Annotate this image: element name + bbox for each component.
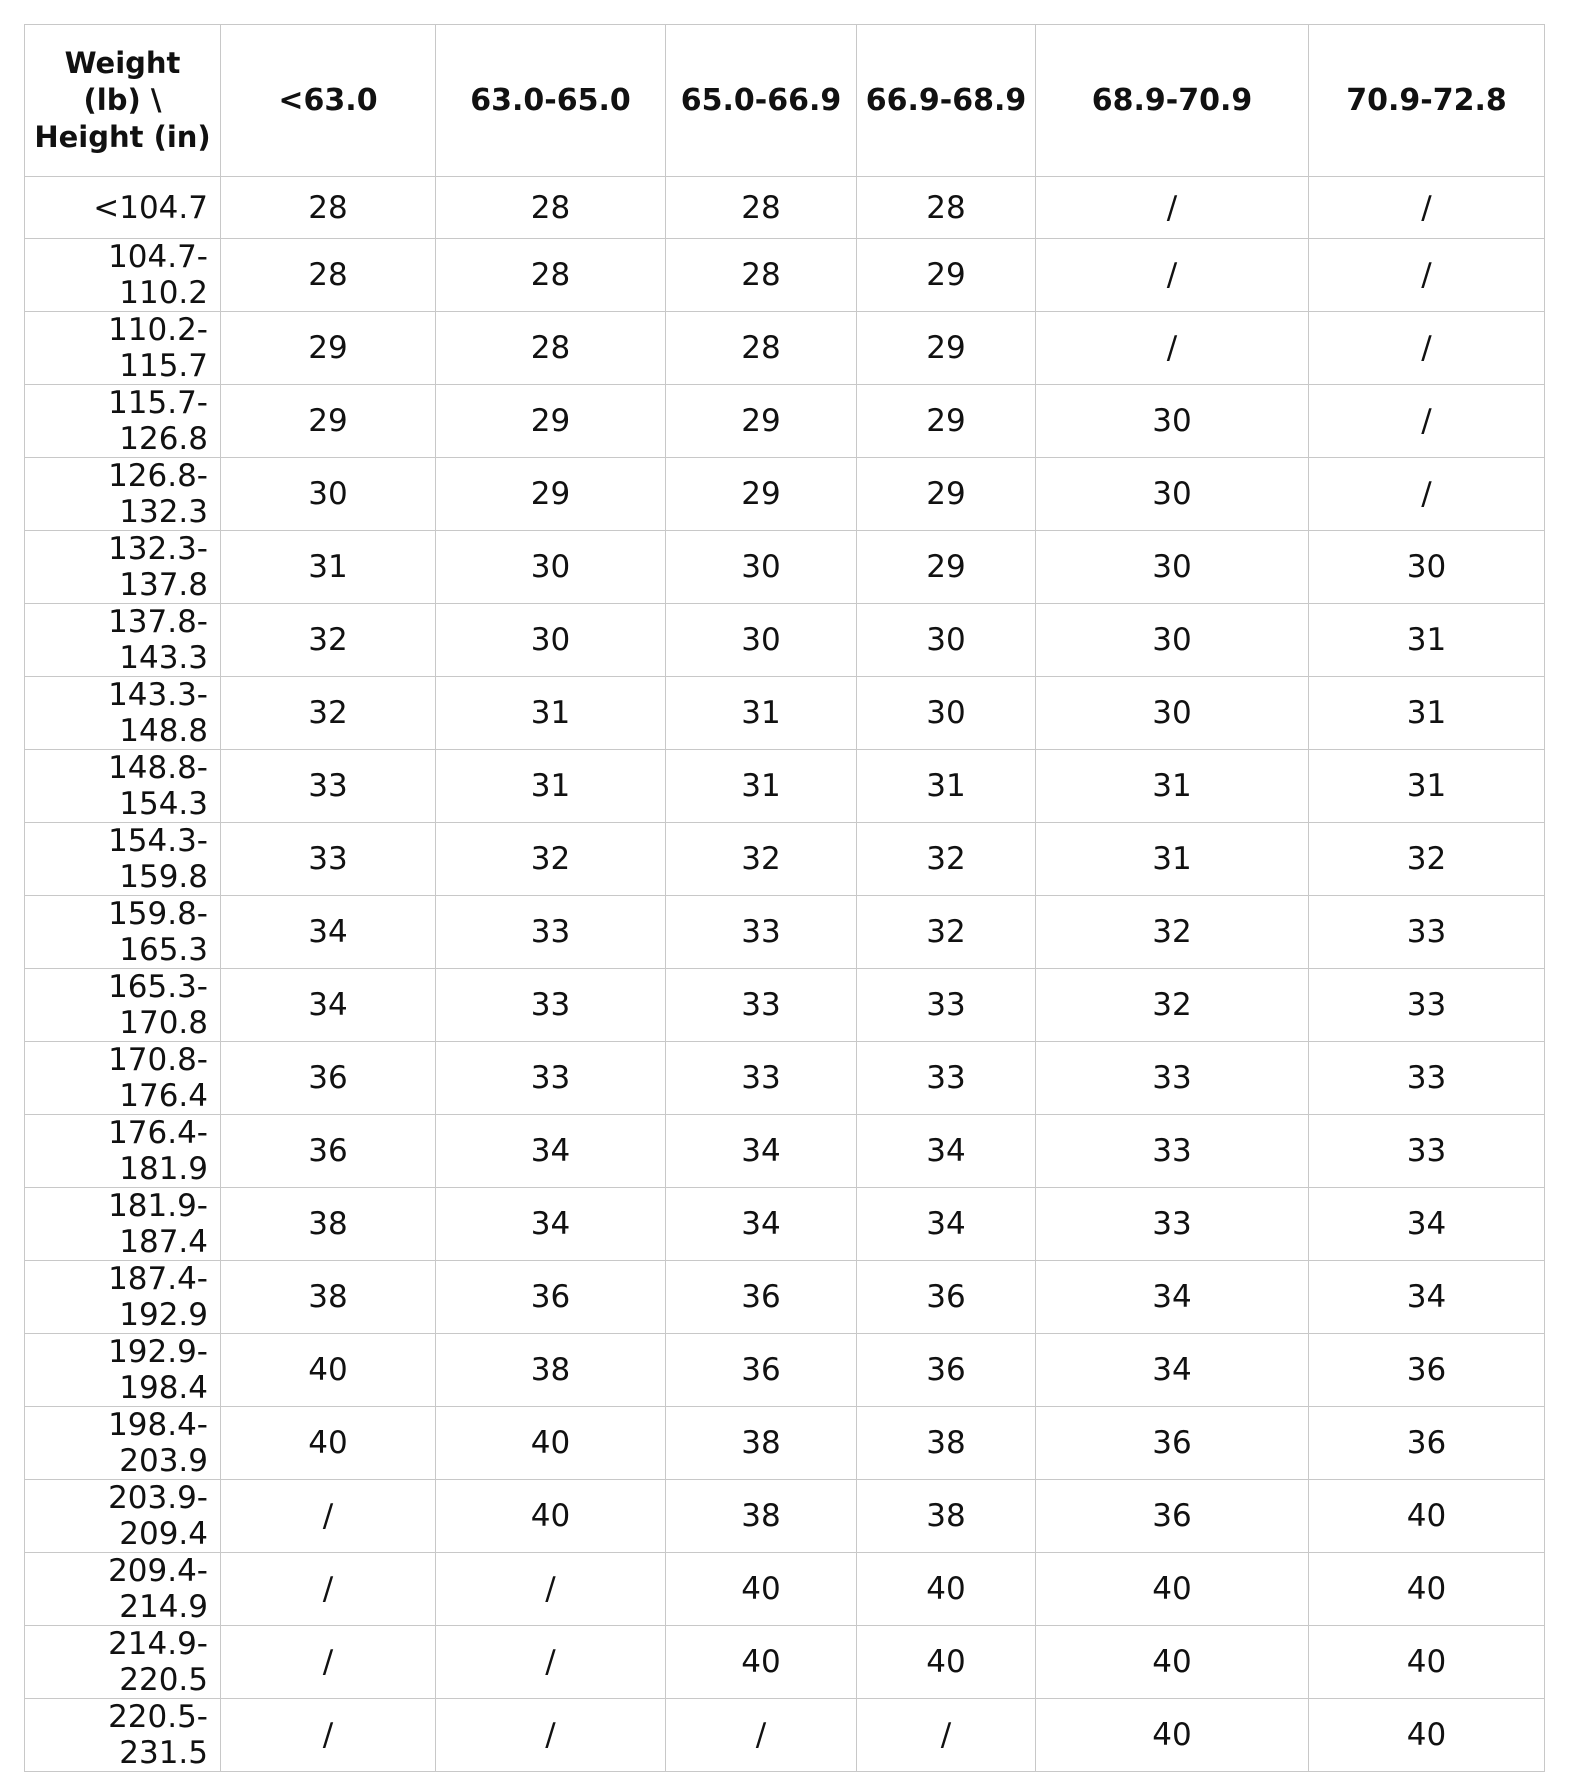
table-cell: 34 <box>436 1115 666 1188</box>
table-cell: / <box>221 1480 436 1553</box>
table-cell: 29 <box>221 312 436 385</box>
table-cell: 36 <box>1309 1407 1545 1480</box>
column-header: 63.0-65.0 <box>436 25 666 177</box>
table-cell: 38 <box>436 1334 666 1407</box>
table-cell: 29 <box>857 385 1036 458</box>
table-row <box>25 1407 1545 1480</box>
table-cell: 33 <box>666 969 857 1042</box>
table-cell: 30 <box>857 677 1036 750</box>
table-cell: 40 <box>1036 1626 1309 1699</box>
table-cell: 40 <box>436 1407 666 1480</box>
table-cell: 40 <box>1036 1553 1309 1626</box>
table-cell: 28 <box>666 312 857 385</box>
row-label-cell: 126.8-132.3 <box>25 458 221 531</box>
header-row <box>25 25 1545 177</box>
table-cell: 34 <box>666 1188 857 1261</box>
table-cell: 29 <box>857 312 1036 385</box>
table-cell: 32 <box>1309 823 1545 896</box>
table-cell: 34 <box>1036 1334 1309 1407</box>
table-cell: 32 <box>857 896 1036 969</box>
table-row <box>25 1699 1545 1772</box>
table-cell: / <box>221 1699 436 1772</box>
table-row <box>25 1553 1545 1626</box>
table-cell: 31 <box>436 750 666 823</box>
column-header: 66.9-68.9 <box>857 25 1036 177</box>
row-label-cell: 181.9-187.4 <box>25 1188 221 1261</box>
table-cell: 31 <box>1036 823 1309 896</box>
table-row <box>25 531 1545 604</box>
table-cell: / <box>1309 385 1545 458</box>
row-label-cell: 143.3-148.8 <box>25 677 221 750</box>
table-cell: 33 <box>857 969 1036 1042</box>
table-cell: 40 <box>221 1407 436 1480</box>
table-cell: 30 <box>666 531 857 604</box>
table-cell: 33 <box>436 896 666 969</box>
table-cell: 34 <box>221 969 436 1042</box>
table-cell: 29 <box>666 385 857 458</box>
table-cell: 38 <box>666 1407 857 1480</box>
table-cell: 38 <box>857 1480 1036 1553</box>
table-cell: 36 <box>1036 1407 1309 1480</box>
table-cell: 30 <box>221 458 436 531</box>
table-cell: 33 <box>1036 1188 1309 1261</box>
table-cell: 33 <box>1309 1042 1545 1115</box>
table-cell: / <box>221 1553 436 1626</box>
table-cell: 29 <box>857 239 1036 312</box>
table-cell: 38 <box>221 1261 436 1334</box>
table-cell: / <box>436 1553 666 1626</box>
table-cell: 36 <box>666 1334 857 1407</box>
table-cell: 30 <box>666 604 857 677</box>
table-cell: 28 <box>221 177 436 239</box>
table-cell: 38 <box>666 1480 857 1553</box>
table-cell: 32 <box>666 823 857 896</box>
row-label-cell: 192.9-198.4 <box>25 1334 221 1407</box>
table-cell: 28 <box>221 239 436 312</box>
table-row <box>25 896 1545 969</box>
table-cell: 31 <box>857 750 1036 823</box>
table-row <box>25 604 1545 677</box>
table-row <box>25 677 1545 750</box>
table-cell: 30 <box>436 604 666 677</box>
table-cell: 33 <box>436 969 666 1042</box>
table-cell: 40 <box>436 1480 666 1553</box>
table-cell: 31 <box>436 677 666 750</box>
table-row <box>25 823 1545 896</box>
row-label-cell: 154.3-159.8 <box>25 823 221 896</box>
column-header: 65.0-66.9 <box>666 25 857 177</box>
table-cell: 36 <box>857 1261 1036 1334</box>
table-cell: 40 <box>857 1553 1036 1626</box>
table-cell: 33 <box>857 1042 1036 1115</box>
table-cell: 29 <box>857 458 1036 531</box>
table-row <box>25 239 1545 312</box>
table-cell: 30 <box>436 531 666 604</box>
table-cell: 33 <box>221 823 436 896</box>
table-cell: / <box>1309 458 1545 531</box>
table-cell: 32 <box>221 604 436 677</box>
table-cell: 29 <box>436 385 666 458</box>
table-body <box>25 177 1545 1772</box>
table-cell: / <box>436 1699 666 1772</box>
table-cell: / <box>666 1699 857 1772</box>
table-cell: 30 <box>1309 531 1545 604</box>
corner-header-cell <box>25 25 221 177</box>
table-cell: 38 <box>857 1407 1036 1480</box>
table-cell: 30 <box>1036 385 1309 458</box>
row-label-cell: 176.4-181.9 <box>25 1115 221 1188</box>
table-cell: 40 <box>221 1334 436 1407</box>
table-cell: 31 <box>1309 604 1545 677</box>
row-label-cell: 115.7-126.8 <box>25 385 221 458</box>
table-cell: 33 <box>1036 1042 1309 1115</box>
table-row <box>25 458 1545 531</box>
column-header: 70.9-72.8 <box>1309 25 1545 177</box>
table-cell: / <box>1036 177 1309 239</box>
table-cell: 34 <box>436 1188 666 1261</box>
table-row <box>25 1626 1545 1699</box>
table-cell: 33 <box>1036 1115 1309 1188</box>
table-cell: 32 <box>1036 969 1309 1042</box>
row-label-cell: 104.7-110.2 <box>25 239 221 312</box>
table-row <box>25 1042 1545 1115</box>
table-cell: 29 <box>436 458 666 531</box>
corner-header-line: Height (in) <box>34 120 211 155</box>
table-cell: 33 <box>666 1042 857 1115</box>
row-label-cell: 165.3-170.8 <box>25 969 221 1042</box>
column-header: <63.0 <box>221 25 436 177</box>
table-row <box>25 385 1545 458</box>
table-cell: 40 <box>857 1626 1036 1699</box>
corner-header-line: (lb) \ <box>83 82 162 117</box>
table-cell: 40 <box>1036 1699 1309 1772</box>
table-cell: 40 <box>1309 1480 1545 1553</box>
table-cell: 34 <box>857 1115 1036 1188</box>
table-cell: / <box>436 1626 666 1699</box>
table-cell: 40 <box>666 1626 857 1699</box>
row-label-cell: 110.2-115.7 <box>25 312 221 385</box>
table-cell: 33 <box>1309 1115 1545 1188</box>
table-cell: / <box>1309 177 1545 239</box>
table-cell: 31 <box>1036 750 1309 823</box>
table-cell: 30 <box>1036 604 1309 677</box>
table-cell: / <box>1036 239 1309 312</box>
table-cell: 36 <box>436 1261 666 1334</box>
table-row <box>25 312 1545 385</box>
table-cell: 29 <box>857 531 1036 604</box>
table-cell: 33 <box>436 1042 666 1115</box>
table-cell: 29 <box>221 385 436 458</box>
table-cell: / <box>1309 239 1545 312</box>
table-row <box>25 1261 1545 1334</box>
table-row <box>25 1188 1545 1261</box>
table-row <box>25 177 1545 239</box>
table-cell: 33 <box>666 896 857 969</box>
table-cell: 34 <box>857 1188 1036 1261</box>
row-label-cell: 137.8-143.3 <box>25 604 221 677</box>
row-label-cell: 159.8-165.3 <box>25 896 221 969</box>
table-cell: 32 <box>221 677 436 750</box>
table-cell: 36 <box>666 1261 857 1334</box>
table-cell: 28 <box>436 177 666 239</box>
table-cell: 34 <box>1309 1188 1545 1261</box>
table-cell: 28 <box>857 177 1036 239</box>
row-label-cell: 187.4-192.9 <box>25 1261 221 1334</box>
table-cell: 28 <box>666 239 857 312</box>
table-cell: 33 <box>1309 969 1545 1042</box>
row-label-cell: 170.8-176.4 <box>25 1042 221 1115</box>
table-cell: 32 <box>436 823 666 896</box>
table-cell: 32 <box>857 823 1036 896</box>
table-cell: 36 <box>221 1115 436 1188</box>
table-cell: 31 <box>666 677 857 750</box>
table-row <box>25 1115 1545 1188</box>
table-cell: 30 <box>1036 458 1309 531</box>
column-header: 68.9-70.9 <box>1036 25 1309 177</box>
table-cell: / <box>1036 312 1309 385</box>
table-cell: 34 <box>1309 1261 1545 1334</box>
table-row <box>25 750 1545 823</box>
table-cell: 36 <box>857 1334 1036 1407</box>
row-label-cell: <104.7 <box>25 177 221 239</box>
table-cell: 28 <box>666 177 857 239</box>
table-cell: 31 <box>1309 677 1545 750</box>
table-cell: / <box>221 1626 436 1699</box>
table-cell: 36 <box>1036 1480 1309 1553</box>
table-cell: 31 <box>1309 750 1545 823</box>
table-cell: 40 <box>1309 1699 1545 1772</box>
row-label-cell: 203.9-209.4 <box>25 1480 221 1553</box>
table-cell: 32 <box>1036 896 1309 969</box>
table-cell: 28 <box>436 239 666 312</box>
row-label-cell: 209.4-214.9 <box>25 1553 221 1626</box>
table-cell: 36 <box>1309 1334 1545 1407</box>
table-cell: / <box>857 1699 1036 1772</box>
table-cell: 30 <box>857 604 1036 677</box>
table-cell: 34 <box>1036 1261 1309 1334</box>
table-cell: 40 <box>1309 1553 1545 1626</box>
table-cell: / <box>1309 312 1545 385</box>
table-cell: 29 <box>666 458 857 531</box>
table-cell: 36 <box>221 1042 436 1115</box>
row-label-cell: 132.3-137.8 <box>25 531 221 604</box>
table-cell: 28 <box>436 312 666 385</box>
row-label-cell: 214.9-220.5 <box>25 1626 221 1699</box>
row-label-cell: 148.8-154.3 <box>25 750 221 823</box>
table-row <box>25 1480 1545 1553</box>
table-row <box>25 1334 1545 1407</box>
table-cell: 33 <box>1309 896 1545 969</box>
table-cell: 31 <box>666 750 857 823</box>
table-cell: 40 <box>666 1553 857 1626</box>
table-cell: 31 <box>221 531 436 604</box>
size-chart-table <box>24 24 1545 1772</box>
table-cell: 30 <box>1036 531 1309 604</box>
table-cell: 34 <box>666 1115 857 1188</box>
row-label-cell: 220.5-231.5 <box>25 1699 221 1772</box>
corner-header-line: Weight <box>64 45 181 80</box>
table-cell: 40 <box>1309 1626 1545 1699</box>
table-row <box>25 969 1545 1042</box>
row-label-cell: 198.4-203.9 <box>25 1407 221 1480</box>
table-cell: 34 <box>221 896 436 969</box>
table-cell: 33 <box>221 750 436 823</box>
table-cell: 30 <box>1036 677 1309 750</box>
table-cell: 38 <box>221 1188 436 1261</box>
